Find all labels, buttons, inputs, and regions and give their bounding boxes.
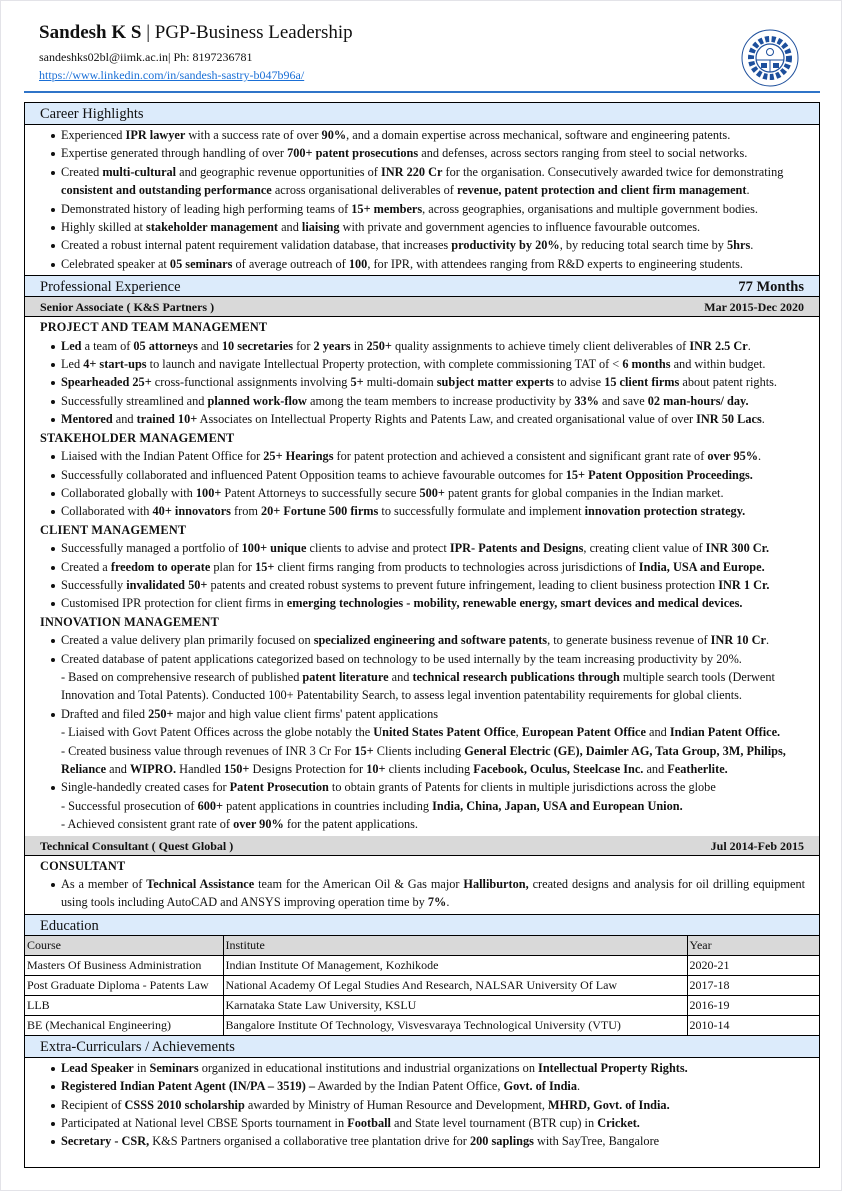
bold-text: stakeholder management [146,220,279,235]
text-segment: quality assignments to achieve timely client deliverables of [391,338,690,353]
bold-text: 100 [348,256,368,271]
text-segment: Successfully [61,577,127,592]
list-item [25,255,819,273]
bold-text: 15 client firms [604,375,680,390]
table-cell: 2020-21 [687,955,819,975]
bold-text: Mentored [61,412,113,427]
candidate-name: Sandesh K S [39,22,142,43]
table-cell: Karnataka State Law University, KSLU [223,995,687,1015]
text-segment: to launch and navigate Intellectual Property protection, with complete commissioning TAT of < [146,357,623,372]
section-title: Professional Experience [40,279,181,296]
text-segment: , by reducing total search time by [559,238,728,253]
professional-experience-section [25,275,819,914]
text-segment: for patent protection and achieved a consistent and significant grant rate of [333,449,708,464]
bold-text: Football [347,1116,391,1131]
text-segment: - Achieved consistent grant rate of [61,817,234,832]
bold-text: MHRD, Govt. of India. [548,1097,670,1112]
list-item [25,778,819,833]
role-header [25,836,819,856]
column-header: Year [687,936,819,956]
group-heading: CLIENT MANAGEMENT [40,522,187,537]
bold-text: planned work-flow [207,393,307,408]
table-cell: BE (Mechanical Engineering) [25,1015,223,1035]
text-segment: a team of [81,338,134,353]
bold-text: 500+ [419,485,445,500]
bold-text: emerging technologies - mobility, renewable energy, smart devices and medical devices. [286,596,743,611]
text-segment: and within budget. [670,357,766,372]
bold-text: 6 months [622,357,671,372]
text-segment: . [576,1079,581,1094]
career-highlights-list [25,125,819,275]
bold-text: over 90% [233,817,284,832]
bold-text: 90% [321,128,347,142]
text-segment: and [388,669,413,684]
bold-text: technical research publications through [412,669,620,684]
text-segment: , creating client value of [583,541,706,556]
list-item [25,236,819,254]
text-segment: Handled [176,762,224,776]
text-segment: cross-functional assignments involving [151,375,351,390]
text-segment: Created database of patent applications categorized based on technology to be used internally by the team increasing productivity by 20%. [61,651,742,666]
bold-text: 33% [574,393,599,408]
table-row [25,1015,819,1035]
list-item [25,1132,819,1150]
extracurriculars-list [25,1058,819,1153]
bold-text: CSSS 2010 scholarship [124,1097,245,1112]
text-segment: and [197,338,222,353]
list-item [25,163,819,200]
list-item [25,355,819,373]
text-segment: Created a robust internal patent requirement validation database, that increases [61,238,452,253]
bold-text: trained 10+ [136,412,198,427]
text-segment: awarded by Ministry of Human Resource and Development, [244,1097,549,1112]
list-item [25,484,819,502]
section-header [25,103,819,125]
role-body [25,317,819,835]
table-cell: National Academy Of Legal Studies And Research, NALSAR University Of Law [223,975,687,995]
text-segment: Created a [61,559,111,574]
bold-text: 100+ unique [241,541,307,556]
list-item [25,1059,819,1077]
sub-point [61,723,805,741]
list-item [25,466,819,484]
column-header: Institute [223,936,687,956]
bold-text: 100+ [195,485,222,500]
list-item [25,650,819,705]
extracurriculars-section [25,1036,819,1153]
text-segment: from [230,504,261,519]
text-segment: for the organisation. Consecutively awarded twice for demonstrating [442,164,784,179]
section-title: Education [40,917,99,934]
bold-text: 15+ members [351,201,423,216]
bold-text: INR 1 Cr. [718,577,770,592]
bold-text: 05 attorneys [133,338,198,353]
text-segment: Celebrated speaker at [61,256,170,271]
text-segment: Created a value delivery plan primarily focused on [61,633,314,648]
text-segment: Participated at National level CBSE Sports tournament in [61,1116,348,1131]
bold-text: revenue, patent protection and client firm management [456,183,747,198]
text-segment: Expertise generated through handling of over [61,146,288,161]
text-segment: organized in educational institutions and industrial organizations on [198,1060,539,1075]
bold-text: 5+ [350,375,364,390]
text-segment: to successfully formulate and implement [378,504,585,519]
text-segment: Successfully collaborated and influenced Patent Opposition teams to achieve favourable outcomes for [61,467,566,482]
text-segment: major and high value client firms' patent applications [173,706,439,721]
section-title: Extra-Curriculars / Achievements [40,1038,235,1055]
table-cell: 2016-19 [687,995,819,1015]
bold-text: Cricket. [597,1116,640,1131]
group-heading: STAKEHOLDER MANAGEMENT [40,430,235,445]
bold-text: 250+ [366,338,392,353]
group-bullets [25,337,819,429]
text-segment: . [750,238,754,253]
table-cell: Post Graduate Diploma - Patents Law [25,975,223,995]
bold-text: General Electric (GE), Daimler AG, Tata Group, 3M, Philips, Reliance [61,743,786,776]
list-item [25,631,819,649]
text-segment: - Successful prosecution of [61,798,198,813]
bold-text: Technical Assistance [146,877,255,892]
roles-list [25,297,819,914]
text-segment: among the team members to increase productivity by [306,393,575,408]
text-segment: Awarded by the Indian Patent Office, [315,1079,504,1094]
bold-text: 250+ [148,706,174,721]
list-item [25,576,819,594]
text-segment: . [746,183,750,198]
list-item [25,539,819,557]
list-item [25,594,819,612]
text-segment: Collaborated with [61,504,153,519]
education-table [25,936,819,1036]
text-segment: Highly skilled at [61,220,147,235]
text-segment: and defenses, across sectors ranging from steel to social networks. [418,146,748,161]
bold-text: freedom to operate [110,559,211,574]
group-heading: INNOVATION MANAGEMENT [40,614,219,629]
sub-point [61,797,805,815]
bold-text: IPR lawyer [125,128,186,142]
bold-text: India, USA and Europe. [638,559,765,574]
text-segment: Collaborated globally with [61,485,196,500]
text-segment: Associates on Intellectual Property Rights and Patents Law, and created organisational value of over [197,412,697,427]
text-segment: Demonstrated history of leading high performing teams of [61,201,352,216]
bold-text: Registered Indian Patent Agent (IN/PA – 3519) – [61,1079,316,1094]
text-segment: multi-domain [363,375,437,390]
bold-text: INR 2.5 Cr [689,338,748,353]
education-section [25,914,819,1036]
list-item [25,410,819,428]
resume-header [39,21,819,84]
text-segment: Clients including [373,743,465,758]
text-segment: , and a domain expertise across mechanical, software and engineering patents. [346,128,731,142]
text-segment: Successfully streamlined and [61,393,208,408]
role-title: Technical Consultant ( Quest Global ) [40,838,234,853]
section-header [25,1036,819,1058]
text-segment: , to generate business revenue of [547,633,711,648]
iimk-logo-icon [739,27,801,89]
bold-text: Facebook, Oculus, Steelcase Inc. [473,762,644,776]
bold-text: multi-cultural [102,164,177,179]
text-segment: and [106,762,130,776]
bold-text: 150+ [223,762,250,776]
text-segment: . [747,338,751,353]
bold-text: 20+ Fortune 500 firms [261,504,379,519]
bold-text: 40+ innovators [152,504,231,519]
bold-text: subject matter experts [436,375,554,390]
group-bullets [25,539,819,613]
text-segment: across organisational deliverables of [271,183,457,198]
text-segment: multiple search tools (Derwent Innovation and Total Patents). Conducted 100+ Patentability Search, to assess legal invention patentability requirements for global clients. [61,669,775,703]
text-segment: in [133,1060,150,1075]
table-cell: 2017-18 [687,975,819,995]
bold-text: INR 220 Cr [380,164,443,179]
table-cell: Bangalore Institute Of Technology, Visvesvaraya Technological University (VTU) [223,1015,687,1035]
bold-text: invalidated 50+ [126,577,208,592]
text-segment: Customised IPR protection for client firms in [61,596,287,611]
bold-text: United States Patent Office [373,725,516,740]
text-segment: - Based on comprehensive research of published [61,669,303,684]
text-segment: of average outreach of [232,256,349,271]
text-segment: Designs Protection for [249,762,367,776]
group-heading: PROJECT AND TEAM MANAGEMENT [40,320,268,335]
group-bullets [25,631,819,833]
bold-text: specialized engineering and software patents [313,633,548,648]
text-segment: clients including [385,762,474,776]
text-segment: with a success rate of over [185,128,322,142]
bold-text: INR 300 Cr. [705,541,770,556]
role-title: Senior Associate ( K&S Partners ) [40,300,215,315]
bold-text: liaising [301,220,340,235]
bold-text: productivity by 20% [451,238,560,253]
text-segment: with private and government agencies to influence favourable outcomes. [339,220,701,235]
text-segment: and save [598,393,648,408]
text-segment: Recipient of [61,1097,125,1112]
role-header [25,297,819,317]
text-segment: for the patent applications. [283,817,418,832]
list-item [25,705,819,779]
list-item [25,558,819,576]
bold-text: 7% [427,895,447,910]
bold-text: 25+ Hearings [263,449,334,464]
text-segment: . [766,633,770,648]
bold-text: 15+ [354,743,374,758]
text-segment: Patent Attorneys to successfully secure [221,485,420,500]
sub-point [61,815,805,833]
list-item [25,1114,819,1132]
sub-point [61,742,805,779]
text-segment: Liaised with the Indian Patent Office for [61,449,264,464]
text-segment: - Created business value through revenues of INR 3 Cr For [61,743,355,758]
text-segment: to obtain grants of Patents for clients in multiple jurisdictions across the globe [328,780,716,795]
list-item [25,200,819,218]
section-title: Career Highlights [40,106,144,122]
bold-text: Halliburton, [463,877,529,892]
group-heading: CONSULTANT [40,858,126,873]
text-segment: Single-handedly created cases for [61,780,230,795]
bold-text: consistent and outstanding performance [61,183,272,198]
bold-text: 4+ start-ups [83,357,147,372]
bold-text: Patent Prosecution [229,780,329,795]
text-segment: and [643,762,668,776]
list-item [25,373,819,391]
bold-text: 15+ [255,559,275,574]
bold-text: Spearheaded 25+ [61,375,152,390]
group-bullets [25,447,819,521]
text-segment: and [112,412,137,427]
name-title [39,21,819,45]
list-item [25,1096,819,1114]
bold-text: 200 saplings [469,1134,534,1149]
bold-text: 5hrs [727,238,751,253]
list-item [25,392,819,410]
bold-text: Intellectual Property Rights. [538,1060,688,1075]
text-segment: team for the American Oil & Gas major [254,877,464,892]
table-row [25,955,819,975]
bold-text: 05 seminars [169,256,233,271]
bold-text: Lead Speaker [61,1060,134,1075]
bold-text: 600+ [197,798,224,813]
text-segment: . [758,449,762,464]
section-header [25,914,819,936]
table-cell: LLB [25,995,223,1015]
list-item [25,875,819,912]
text-segment: Led [61,357,84,372]
text-segment: patents and created robust systems to prevent future infringement, leading to client business protection [207,577,719,592]
text-segment: clients to advise and protect [306,541,450,556]
list-item [25,447,819,465]
group-bullets [25,875,819,912]
column-header: Course [25,936,223,956]
list-item [25,144,819,162]
text-segment: , [515,725,522,740]
experience-duration: 77 Months [738,279,804,296]
table-cell: Masters Of Business Administration [25,955,223,975]
text-segment: and [645,725,670,740]
bold-text: Featherlite. [667,762,728,776]
text-segment: created designs and analysis for oil drilling equipment using tools including AutoCAD and ANSYS improving operation time by [61,877,806,910]
list-item [25,1077,819,1095]
table-cell: Indian Institute Of Management, Kozhikode [223,955,687,975]
section-header [25,275,819,297]
bold-text: over 95% [707,449,759,464]
text-segment: . [761,412,765,427]
list-item [25,218,819,236]
bold-text: WIPRO. [129,762,177,776]
bold-text: Govt. of India [503,1079,577,1094]
header-divider [24,91,820,93]
bold-text: 10+ [366,762,386,776]
text-segment: and geographic revenue opportunities of [176,164,381,179]
bold-text: 10 secretaries [221,338,293,353]
bold-text: 02 man-hours/ day. [647,393,749,408]
table-row [25,975,819,995]
text-segment: Drafted and filed [61,706,149,721]
text-segment: plan for [210,559,256,574]
text-segment: about patent rights. [679,375,778,390]
table-header-row [25,936,819,956]
bold-text: innovation protection strategy. [584,504,746,519]
text-segment: As a member of [61,877,147,892]
bold-text: INR 10 Cr [710,633,766,648]
contact-info: sandeshks02bl@iimk.ac.in| Ph: 8197236781 [39,50,253,64]
text-segment: , across geographies, organisations and multiple government bodies. [422,201,758,216]
text-segment: patent grants for global companies in the Indian market. [444,485,724,500]
bold-text: patent literature [302,669,389,684]
text-segment: in [350,338,367,353]
bold-text: 15+ Patent Opposition Proceedings. [565,467,753,482]
bold-text: Seminars [149,1060,199,1075]
role-dates: Mar 2015-Dec 2020 [704,300,804,315]
bold-text: 2 years [313,338,351,353]
bold-text: Secretary - CSR, [61,1134,150,1149]
bold-text: INR 50 Lacs [696,412,762,427]
text-segment: and State level tournament (BTR cup) in [390,1116,598,1131]
bold-text: IPR- Patents and Designs [449,541,584,556]
career-highlights-section [25,103,819,275]
text-segment: , for IPR, with attendees ranging from R&D experts to engineering students. [367,256,743,271]
text-segment: patent applications in countries including [223,798,433,813]
text-segment: Successfully managed a portfolio of [61,541,242,556]
resume-body [24,102,820,1168]
role-dates: Jul 2014-Feb 2015 [710,838,804,853]
table-row [25,995,819,1015]
list-item [25,502,819,520]
separator: | [141,22,155,43]
list-item [25,126,819,144]
text-segment: Experienced [61,128,126,142]
role-body [25,856,819,914]
text-segment: for [293,338,314,353]
bold-text: Led [61,338,82,353]
text-segment: - Liaised with Govt Patent Offices across the globe notably the [61,725,374,740]
sub-point [61,668,805,705]
linkedin-link[interactable]: https://www.linkedin.com/in/sandesh-sastry-b047b96a/ [39,68,305,82]
text-segment: . [446,895,450,910]
text-segment: client firms ranging from products to technologies across jurisdictions of [274,559,639,574]
text-segment: to advise [553,375,605,390]
bold-text: 700+ patent prosecutions [287,146,419,161]
text-segment: K&S Partners organised a collaborative tree plantation drive for [149,1134,470,1149]
bold-text: Indian Patent Office. [669,725,781,740]
table-cell: 2010-14 [687,1015,819,1035]
list-item [25,337,819,355]
program-title: PGP-Business Leadership [154,22,353,43]
text-segment: with SayTree, Bangalore [533,1134,660,1149]
bold-text: India, China, Japan, USA and European Union. [432,798,683,813]
text-segment: Created [61,164,103,179]
bold-text: European Patent Office [521,725,646,740]
text-segment: and [278,220,302,235]
